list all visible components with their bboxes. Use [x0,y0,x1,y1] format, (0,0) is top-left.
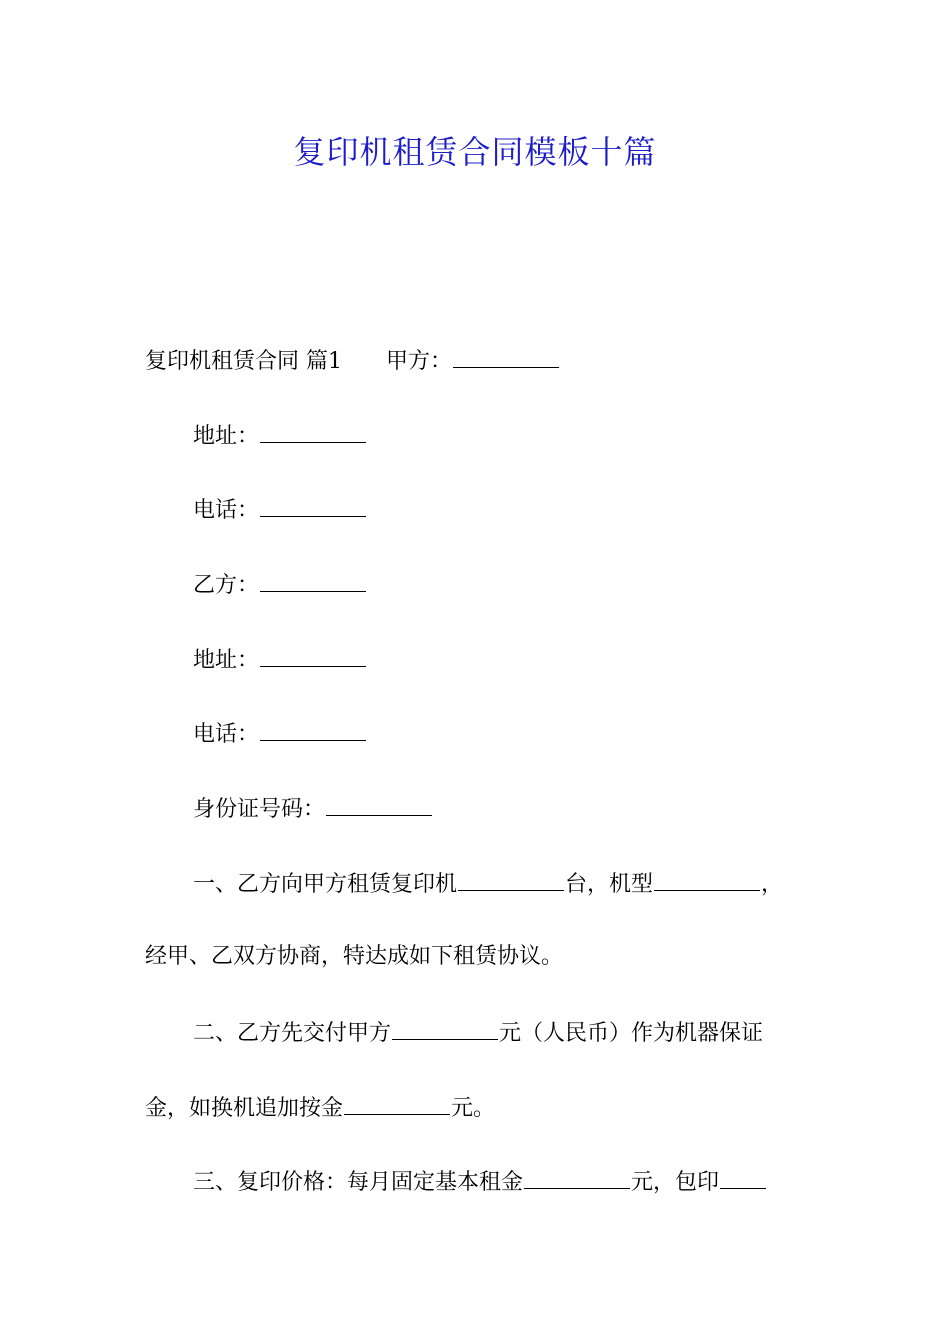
phone-a-blank [260,494,366,517]
clause-2-line-2 [145,1092,495,1124]
clause-2-deposit-blank [392,1017,498,1040]
party-a-blank [453,345,559,368]
party-b-line [193,569,367,601]
clause-1-line-1 [193,868,783,900]
clause-1-quantity-blank [458,868,564,891]
clause-2-text-d: 元。 [451,1096,496,1121]
address-a-label: 地址： [193,424,260,449]
id-number-line [193,793,433,825]
address-b-blank [260,644,366,667]
section-heading: 复印机租赁合同 篇1 [145,349,342,374]
clause-2-text-a: 二、乙方先交付甲方 [193,1021,392,1046]
id-number-blank [326,793,432,816]
clause-1-line-2 [145,942,563,972]
clause-2-line-1 [193,1017,763,1049]
clause-2-text-b: 元（人民币）作为机器保证 [499,1021,764,1046]
clause-3-rent-blank [524,1166,630,1189]
party-a-label: 甲方： [386,349,453,374]
address-b-line [193,644,367,676]
party-b-blank [260,569,366,592]
document-title: 复印机租赁合同模板十篇 [293,133,657,171]
clause-3-text-b: 元，包印 [631,1170,720,1195]
id-number-label: 身份证号码： [193,797,326,822]
clause-1-text-c: ， [761,872,784,897]
phone-b-blank [260,718,366,741]
clause-1-text-b: 台，机型 [565,872,654,897]
phone-b-line [193,718,367,750]
clause-2-text-c: 金，如换机追加按金 [145,1096,344,1121]
phone-b-label: 电话： [193,722,260,747]
address-b-label: 地址： [193,648,260,673]
address-a-blank [260,420,366,443]
clause-3-copies-blank [720,1166,766,1189]
clause-2-extra-deposit-blank [344,1092,450,1115]
clause-3-line-1 [193,1166,767,1198]
clause-3-text-a: 三、复印价格：每月固定基本租金 [193,1170,524,1195]
clause-1-model-blank [654,868,760,891]
phone-a-line [193,494,367,526]
section-heading-line [145,345,560,377]
clause-1-text-d: 经甲、乙双方协商，特达成如下租赁协议。 [145,944,564,969]
phone-a-label: 电话： [193,498,260,523]
address-a-line [193,420,367,452]
clause-1-text-a: 一、乙方向甲方租赁复印机 [193,872,458,897]
party-b-label: 乙方： [193,573,260,598]
